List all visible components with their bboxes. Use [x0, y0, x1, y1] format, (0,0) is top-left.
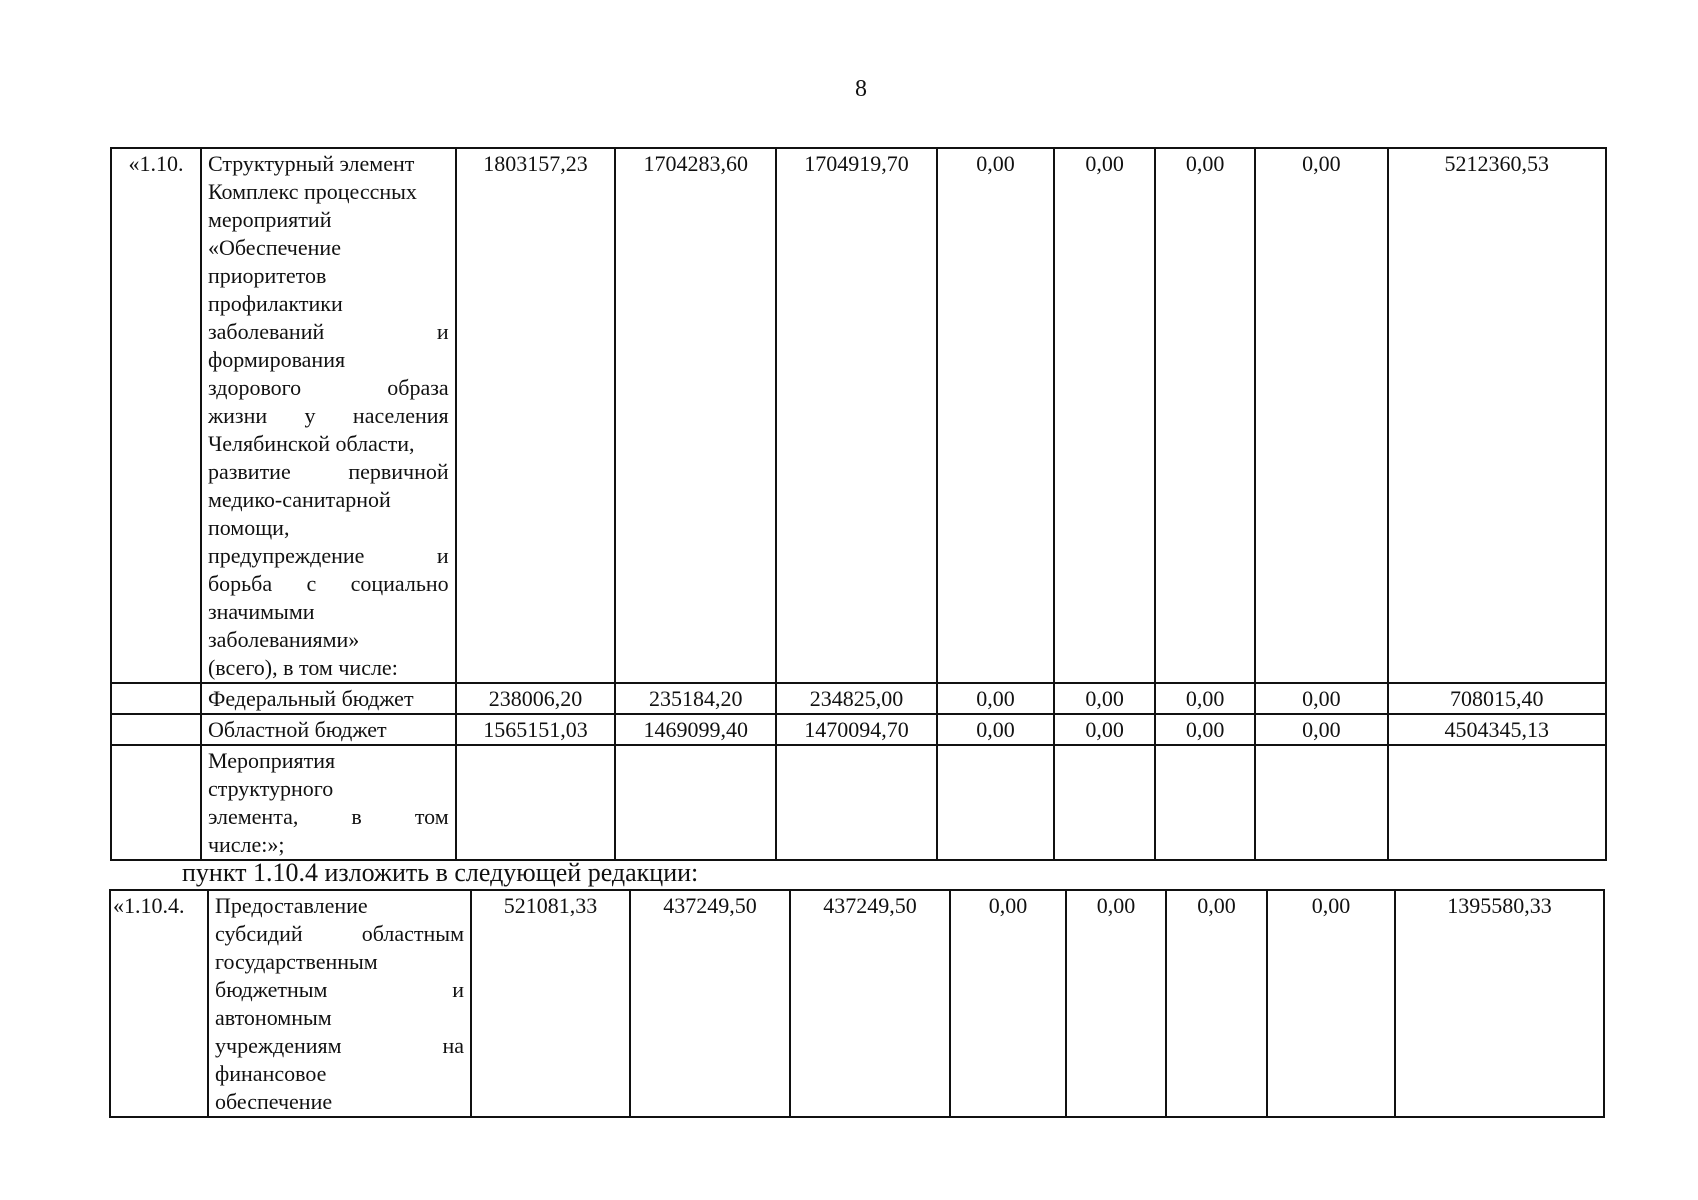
- budget-table-1-10: [110, 147, 1607, 861]
- value-cell: 0,00: [937, 714, 1054, 745]
- value-cell: [615, 745, 776, 860]
- description-line: (всего), в том числе:: [207, 655, 398, 680]
- total-cell: 4504345,13: [1388, 714, 1606, 745]
- value-cell: [776, 745, 937, 860]
- row-code: «1.10.4.: [110, 890, 208, 1117]
- description-line: жизни у населения: [207, 403, 449, 428]
- description-line: учреждениям на: [215, 1033, 464, 1058]
- row-1-10-total: [111, 148, 1606, 683]
- value-cell: 0,00: [1054, 714, 1155, 745]
- value-cell: 1704919,70: [776, 148, 937, 683]
- value-cell: 0,00: [1155, 683, 1255, 714]
- row-code: [111, 714, 201, 745]
- total-cell: 5212360,53: [1388, 148, 1606, 683]
- description-line: медико-санитарной: [207, 487, 391, 512]
- description-line: здорового образа: [207, 375, 449, 400]
- value-cell: [1255, 745, 1387, 860]
- value-cell: 1565151,03: [456, 714, 616, 745]
- value-cell: 0,00: [1054, 148, 1155, 683]
- value-cell: 1470094,70: [776, 714, 937, 745]
- value-cell: 1704283,60: [615, 148, 776, 683]
- value-cell: 1469099,40: [615, 714, 776, 745]
- row-label: [201, 745, 456, 860]
- description-line: Структурный элемент: [207, 151, 415, 176]
- value-cell: [1054, 745, 1155, 860]
- description-line: профилактики: [207, 291, 343, 316]
- description-line: субсидий областным: [215, 921, 464, 946]
- value-cell: 0,00: [937, 683, 1054, 714]
- description-line: Комплекс процессных: [207, 179, 417, 204]
- total-cell: [1388, 745, 1606, 860]
- description-line: обеспечение: [215, 1089, 333, 1114]
- description-line: Предоставление: [215, 893, 368, 918]
- description-line: заболеваниями»: [207, 627, 360, 652]
- value-cell: 0,00: [1066, 890, 1166, 1117]
- value-cell: 0,00: [1255, 148, 1387, 683]
- label-line: числе:»;: [207, 832, 285, 857]
- value-cell: 1803157,23: [456, 148, 616, 683]
- value-cell: 0,00: [937, 148, 1054, 683]
- row-description: [208, 890, 471, 1117]
- row-1-10-4: [110, 890, 1604, 1117]
- value-cell: [456, 745, 616, 860]
- value-cell: 0,00: [1255, 683, 1387, 714]
- label-line: структурного: [207, 776, 334, 801]
- description-line: автономным: [215, 1005, 332, 1030]
- value-cell: 238006,20: [456, 683, 616, 714]
- label-line: Мероприятия: [207, 748, 336, 773]
- value-cell: 0,00: [1155, 714, 1255, 745]
- row-federal-budget: [111, 683, 1606, 714]
- description-line: заболеваний и: [207, 319, 449, 344]
- description-line: мероприятий: [207, 207, 332, 232]
- description-line: финансовое: [215, 1061, 327, 1086]
- value-cell: 437249,50: [630, 890, 790, 1117]
- description-line: бюджетным и: [215, 977, 464, 1002]
- value-cell: 0,00: [1267, 890, 1395, 1117]
- row-code: [111, 745, 201, 860]
- description-line: приоритетов: [207, 263, 327, 288]
- total-cell: 708015,40: [1388, 683, 1606, 714]
- value-cell: 0,00: [1054, 683, 1155, 714]
- description-line: формирования: [207, 347, 346, 372]
- description-line: борьба с социально: [207, 571, 449, 596]
- value-cell: 235184,20: [615, 683, 776, 714]
- description-line: государственным: [215, 949, 378, 974]
- value-cell: 521081,33: [471, 890, 630, 1117]
- description-line: Челябинской области,: [207, 431, 415, 456]
- page-number: 8: [855, 76, 867, 102]
- value-cell: 437249,50: [790, 890, 950, 1117]
- value-cell: 0,00: [950, 890, 1066, 1117]
- row-label: Федеральный бюджет: [201, 683, 456, 714]
- description-line: значимыми: [207, 599, 315, 624]
- value-cell: 0,00: [1255, 714, 1387, 745]
- budget-table-1-10-4: [109, 889, 1605, 1118]
- section-heading: пункт 1.10.4 изложить в следующей редакции:: [182, 858, 699, 887]
- description-line: «Обеспечение: [207, 235, 341, 260]
- row-structural-events: [111, 745, 1606, 860]
- label-line: элемента, в том: [207, 804, 449, 829]
- value-cell: [1155, 745, 1255, 860]
- row-description: [201, 148, 456, 683]
- value-cell: 0,00: [1166, 890, 1267, 1117]
- value-cell: 0,00: [1155, 148, 1255, 683]
- value-cell: [937, 745, 1054, 860]
- description-line: предупреждение и: [207, 543, 449, 568]
- description-line: помощи,: [207, 515, 290, 540]
- total-cell: 1395580,33: [1395, 890, 1604, 1117]
- row-regional-budget: [111, 714, 1606, 745]
- value-cell: 234825,00: [776, 683, 937, 714]
- description-line: развитие первичной: [207, 459, 449, 484]
- row-code: [111, 683, 201, 714]
- row-label: Областной бюджет: [201, 714, 456, 745]
- row-code: «1.10.: [111, 148, 201, 683]
